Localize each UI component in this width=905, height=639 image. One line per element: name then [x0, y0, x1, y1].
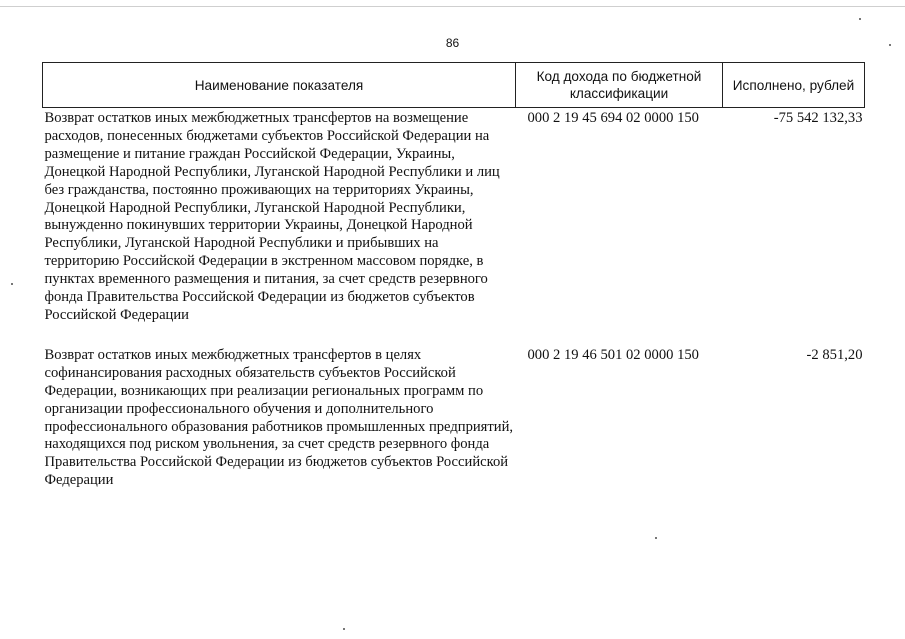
indicator-name-cell: Возврат остатков иных межбюджетных трансфертов в целях софинансирования расходных обязательств субъектов Российской Федерации, возникающих при реализации региональных программ по организации профессионального обучения и дополнительного профессионального образования работников промышленных предприятий, находящихся под риском увольнения, за счет средств резервного фонда Правительства Российской Федерации из бюджетов субъектов Российской Федерации: [44, 346, 514, 489]
table-row: [43, 108, 865, 347]
header-row: [43, 63, 865, 108]
scan-speck: [343, 628, 345, 630]
budget-table: [42, 62, 865, 490]
income-code-cell: 000 2 19 46 501 02 0000 150: [527, 346, 699, 363]
scan-speck: [655, 537, 657, 539]
table-header: [43, 63, 865, 108]
table-body: [43, 108, 865, 491]
scan-speck: [11, 283, 13, 285]
header-indicator-name: Наименование показателя: [43, 63, 516, 108]
executed-amount-cell: -2 851,20: [806, 346, 863, 363]
scan-speck: [859, 18, 861, 20]
table-row: [43, 347, 865, 490]
scan-edge-line: [0, 6, 905, 7]
income-code-cell: 000 2 19 45 694 02 0000 150: [527, 110, 699, 126]
header-income-code: Код дохода по бюджетной классификации: [516, 63, 723, 108]
indicator-name-cell: Возврат остатков иных межбюджетных трансфертов на возмещение расходов, понесенных бюджетами субъектов Российской Федерации на размещение и питание граждан Российской Федерации, Украины, Донецкой Народной Республики, Луганской Народной Республики и лиц без гражданства, постоянно проживающих на территориях Украины, Донецкой Народной Республики, Луганской Народной Республики, вынужденно покинувших территории Украины, Донецкой Народной Республики, Луганской Народной Республики и прибывших на территорию Российской Федерации в экстренном массовом порядке, в пунктах временного размещения и питания, за счет средств резервного фонда Правительства Российской Федерации из бюджетов субъектов Российской Федерации: [44, 110, 500, 323]
page-number: 86: [445, 36, 460, 50]
header-executed-amount: Исполнено, рублей: [723, 63, 865, 108]
executed-amount-cell: -75 542 132,33: [773, 110, 863, 126]
scan-speck: [889, 44, 891, 46]
